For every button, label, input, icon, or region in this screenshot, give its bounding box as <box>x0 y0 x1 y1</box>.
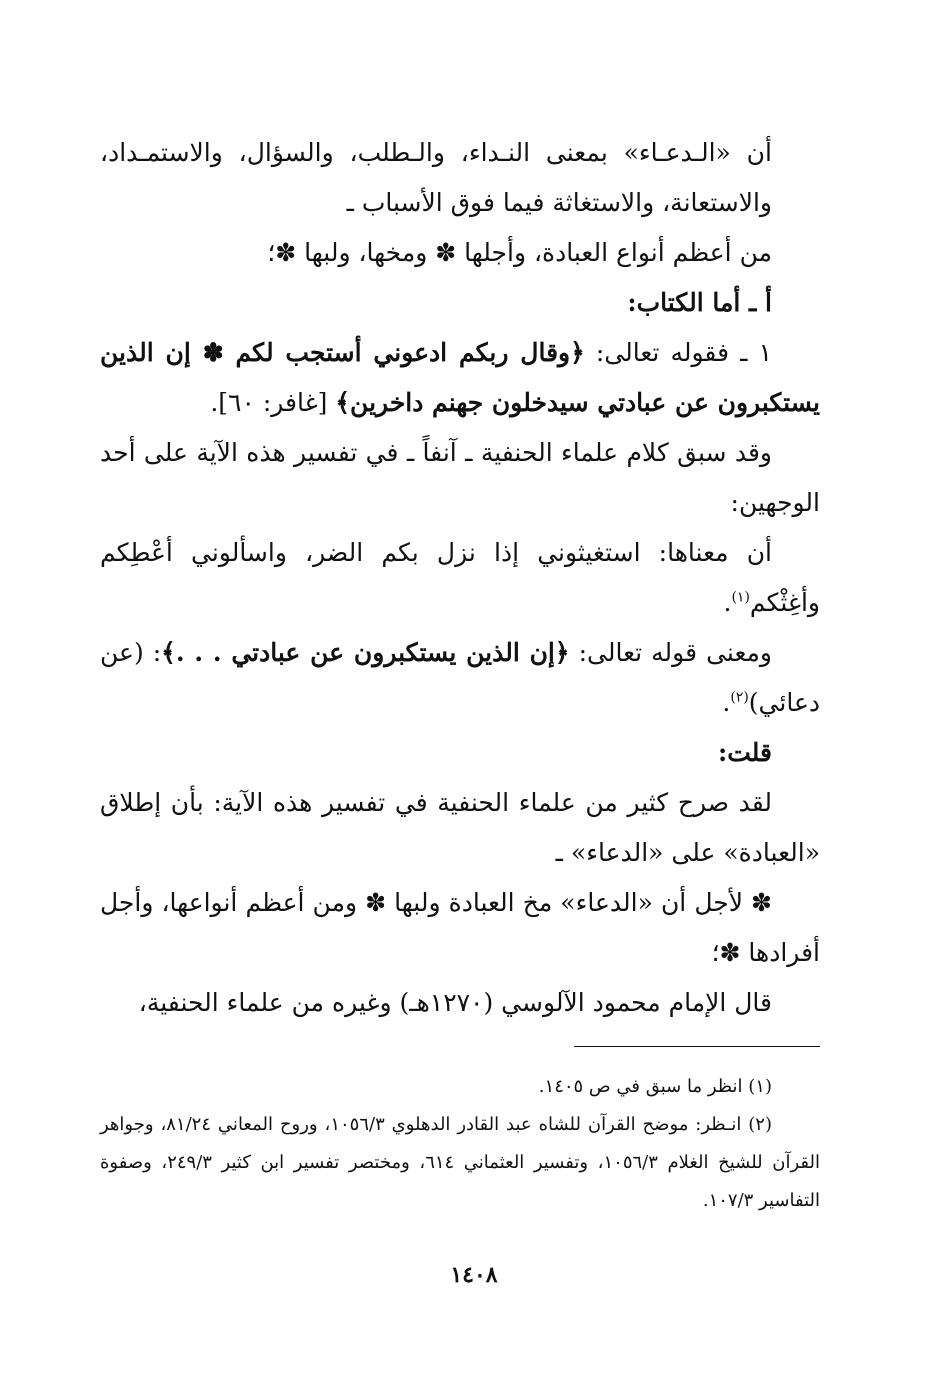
paragraph-6-end: . <box>722 688 731 717</box>
paragraph-5-end: . <box>723 588 732 617</box>
paragraph-5 <box>100 528 820 628</box>
paragraph-6 <box>100 628 820 728</box>
heading-qultu: قلت: <box>717 738 772 767</box>
paragraph-8: ✽ لأجل أن «الدعاء» مخ العبادة ولبها ✽ ومن أعظم أنواعها، وأجل أفرادها ✽؛ <box>100 888 820 967</box>
paragraph-3 <box>100 328 820 428</box>
footnote-1: (١) انظر ما سبق في ص ١٤٠٥. <box>538 1076 772 1097</box>
paragraph-5-text: أن معناها: استغيثوني إذا نزل بكم الضر، واسألوني أعْطِكم وأغِثْكم <box>100 538 820 617</box>
footnote-divider <box>574 1046 820 1047</box>
footnote-ref-1: (١) <box>731 589 750 606</box>
footnote-ref-2: (٢) <box>730 689 749 706</box>
heading-book: أ ـ أما الكتاب: <box>627 288 772 317</box>
paragraph-9: قال الإمام محمود الآلوسي (١٢٧٠هـ) وغيره من علماء الحنفية، <box>138 988 772 1017</box>
paragraph-1: أن «الـدعـاء» بمعنى النـداء، والـطلب، والسؤال، والاستمـداد، والاستعانة، والاستغاثة فيما فوق الأسباب ـ <box>100 138 772 217</box>
footnotes <box>100 1068 820 1220</box>
page-number: ١٤٠٨ <box>450 1262 498 1288</box>
paragraph-6-intro: ومعنى قوله تعالى: <box>569 638 772 667</box>
quran-verse: ﴿وقال ربكم ادعوني أستجب لكم ✽ إن الذين يستكبرون عن عبادتي سيدخلون جهنم داخرين﴾ <box>100 338 820 417</box>
paragraph-6-text: : (عن دعائي) <box>100 638 820 717</box>
paragraph-7: لقد صرح كثير من علماء الحنفية في تفسير هذه الآية: بأن إطلاق «العبادة» على «الدعاء» ـ <box>100 788 820 867</box>
quran-verse-2: ﴿إن الذين يستكبرون عن عبادتي . . .﴾ <box>161 638 570 667</box>
footnote-2: (٢) انـظر: موضح القرآن للشاه عبد القادر الدهلوي ١٠٥٦/٣، وروح المعاني ٨١/٢٤، وجواهر القرآن للشيخ الغلام ١٠٥٦/٣، وتفسير العثماني ٦١٤، ومختصر تفسير ابن كثير ٢٤٩/٣، وصفوة التفاسير ١٠٧/٣. <box>100 1114 820 1211</box>
verse-intro: ١ ـ فقوله تعالى: <box>584 338 772 367</box>
verse-reference: [غافر: ٦٠]. <box>210 388 336 417</box>
paragraph-4: وقد سبق كلام علماء الحنفية ـ آنفاً ـ في تفسير هذه الآية على أحد الوجهين: <box>100 438 820 517</box>
main-text <box>100 128 820 1028</box>
paragraph-2: من أعظم أنواع العبادة، وأجلها ✽ ومخها، ولبها ✽؛ <box>267 238 772 267</box>
